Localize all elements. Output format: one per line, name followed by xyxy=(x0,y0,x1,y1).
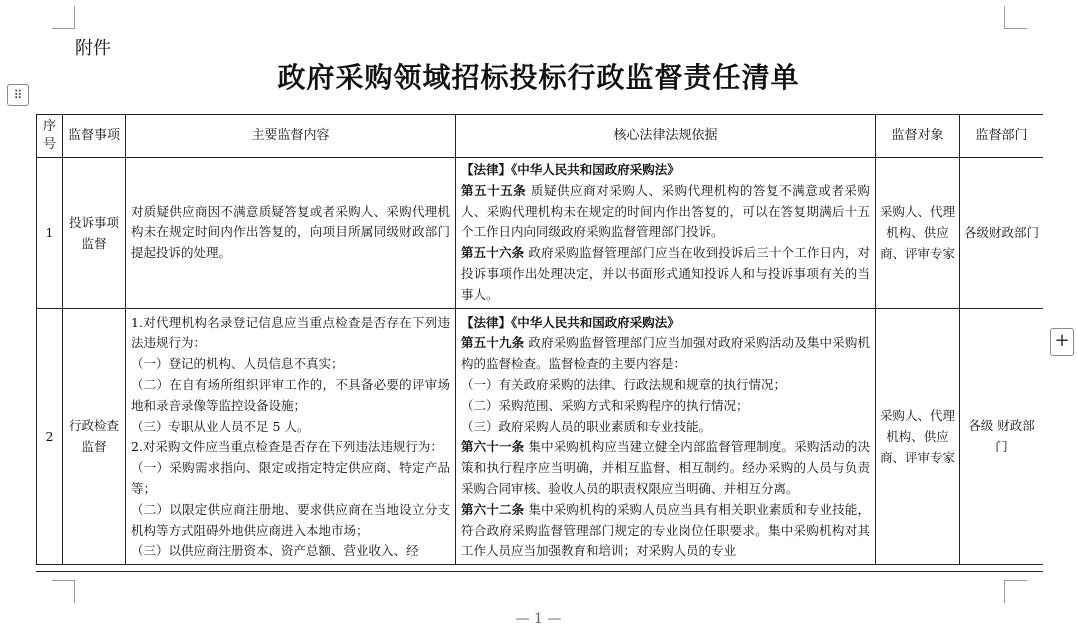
attachment-label: 附件 xyxy=(75,38,111,59)
law-article-item: （一）有关政府采购的法律、行政法规和规章的执行情况； xyxy=(461,376,787,392)
table-row xyxy=(37,308,1044,565)
legal-basis xyxy=(456,158,876,309)
article-text: 集中采购机构的采购人员应当具有相关职业素质和专业技能，符合政府采购监督管理部门规定的专业岗位任职要求。集中采购机构对其工作人员应当加强教育和培训；对采购人员的专业 xyxy=(461,501,870,559)
article-heading: 第六十一条 xyxy=(461,439,525,455)
column-header-content: 主要监督内容 xyxy=(126,115,456,158)
crop-mark-top-right xyxy=(1004,6,1027,29)
document-title: 政府采购领域招标投标行政监督责任清单 xyxy=(277,61,800,94)
article-heading: 第五十六条 xyxy=(461,245,525,261)
legal-basis xyxy=(456,308,876,565)
article-text: 政府采购监督管理部门应当在收到投诉后三十个工作日内，对投诉事项作出处理决定，并以书面形式通知投诉人和与投诉事项有关的当事人。 xyxy=(461,245,870,302)
content-paragraph: 1.对代理机构名录登记信息应当重点检查是否存在下列违法违规行为： xyxy=(131,314,450,351)
row-number: 2 xyxy=(37,308,63,565)
supervision-content xyxy=(126,308,456,565)
column-header-no: 序号 xyxy=(37,115,63,158)
content-paragraph: （三）专职从业人员不足 5 人。 xyxy=(131,418,310,434)
page-number: — 1 — xyxy=(515,611,562,627)
crop-mark-bottom-right xyxy=(1004,580,1027,603)
law-article xyxy=(461,181,870,243)
table-move-handle-icon[interactable]: ⠿ xyxy=(7,84,29,106)
law-article xyxy=(461,333,870,375)
content-paragraph: （二）在自有场所组织评审工作的，不具备必要的评审场地和录音录像等监控设备设施； xyxy=(131,376,450,413)
crop-mark-bottom-left xyxy=(52,580,75,603)
supervision-item: 行政检查监督 xyxy=(63,308,126,565)
supervision-department: 各级 财政部门 xyxy=(960,308,1044,565)
column-header-target: 监督对象 xyxy=(876,115,960,158)
content-paragraph: （三）以供应商注册资本、资产总额、营业收入、经 xyxy=(131,543,419,559)
content-paragraph: 对质疑供应商因不满意质疑答复或者采购人、采购代理机构未在规定时间内作出答复的，向项目所属同级财政部门提起投诉的处理。 xyxy=(131,203,450,261)
article-heading: 第六十二条 xyxy=(461,501,525,517)
supervision-department: 各级财政部门 xyxy=(960,158,1044,309)
article-heading: 第五十九条 xyxy=(461,335,525,351)
content-paragraph: （一）采购需求指向、限定或指定特定供应商、特定产品等； xyxy=(131,460,450,496)
content-paragraph: （一）登记的机构、人员信息不真实； xyxy=(131,356,344,372)
law-heading: 【法律】《中华人民共和国政府采购法》 xyxy=(461,314,680,330)
table-row xyxy=(37,158,1044,309)
law-article-item: （三）政府采购人员的职业素质和专业技能。 xyxy=(461,418,712,434)
article-text: 质疑供应商对采购人、采购代理机构的答复不满意或者采购人、采购代理机构未在规定的时间内作出答复的，可以在答复期满后十五个工作日内向同级政府采购监督管理部门投诉。 xyxy=(461,182,870,240)
supervision-content xyxy=(126,158,456,309)
law-article-item: （二）采购范围、采购方式和采购程序的执行情况； xyxy=(461,397,749,413)
law-title xyxy=(461,160,870,181)
column-header-law: 核心法律法规依据 xyxy=(456,115,876,158)
article-text: 集中采购机构应当建立健全内部监督管理制度。采购活动的决策和执行程序应当明确，并相互监督、相互制约。经办采购的人员与负责采购合同审核、验收人员的职责权限应当明确、并相互分离。 xyxy=(461,439,870,496)
law-article xyxy=(461,243,870,305)
article-text: 政府采购监督管理部门应当加强对政府采购活动及集中采购机构的监督检查。监督检查的主要内容是： xyxy=(461,335,870,372)
content-paragraph: 2.对采购文件应当重点检查是否存在下列违法违规行为： xyxy=(131,439,443,455)
content-paragraph: （二）以限定供应商注册地、要求供应商在当地设立分支机构等方式阻碍外地供应商进入本地市场； xyxy=(131,501,450,538)
law-article xyxy=(461,500,870,562)
supervision-target: 采购人、代理机构、供应商、评审专家 xyxy=(876,308,960,565)
column-header-dept: 监督部门 xyxy=(960,115,1044,158)
supervision-item: 投诉事项监督 xyxy=(63,158,126,309)
crop-mark-top-left xyxy=(52,6,75,29)
supervision-target: 采购人、代理机构、供应商、评审专家 xyxy=(876,158,960,309)
article-heading: 第五十五条 xyxy=(461,182,527,198)
law-title xyxy=(461,313,870,334)
responsibility-table xyxy=(36,114,1043,572)
table-header-row xyxy=(37,115,1044,158)
add-row-button[interactable]: + xyxy=(1050,328,1074,356)
column-header-item: 监督事项 xyxy=(63,115,126,158)
law-heading: 【法律】《中华人民共和国政府采购法》 xyxy=(461,162,680,177)
law-article xyxy=(461,437,870,499)
row-number: 1 xyxy=(37,158,63,309)
